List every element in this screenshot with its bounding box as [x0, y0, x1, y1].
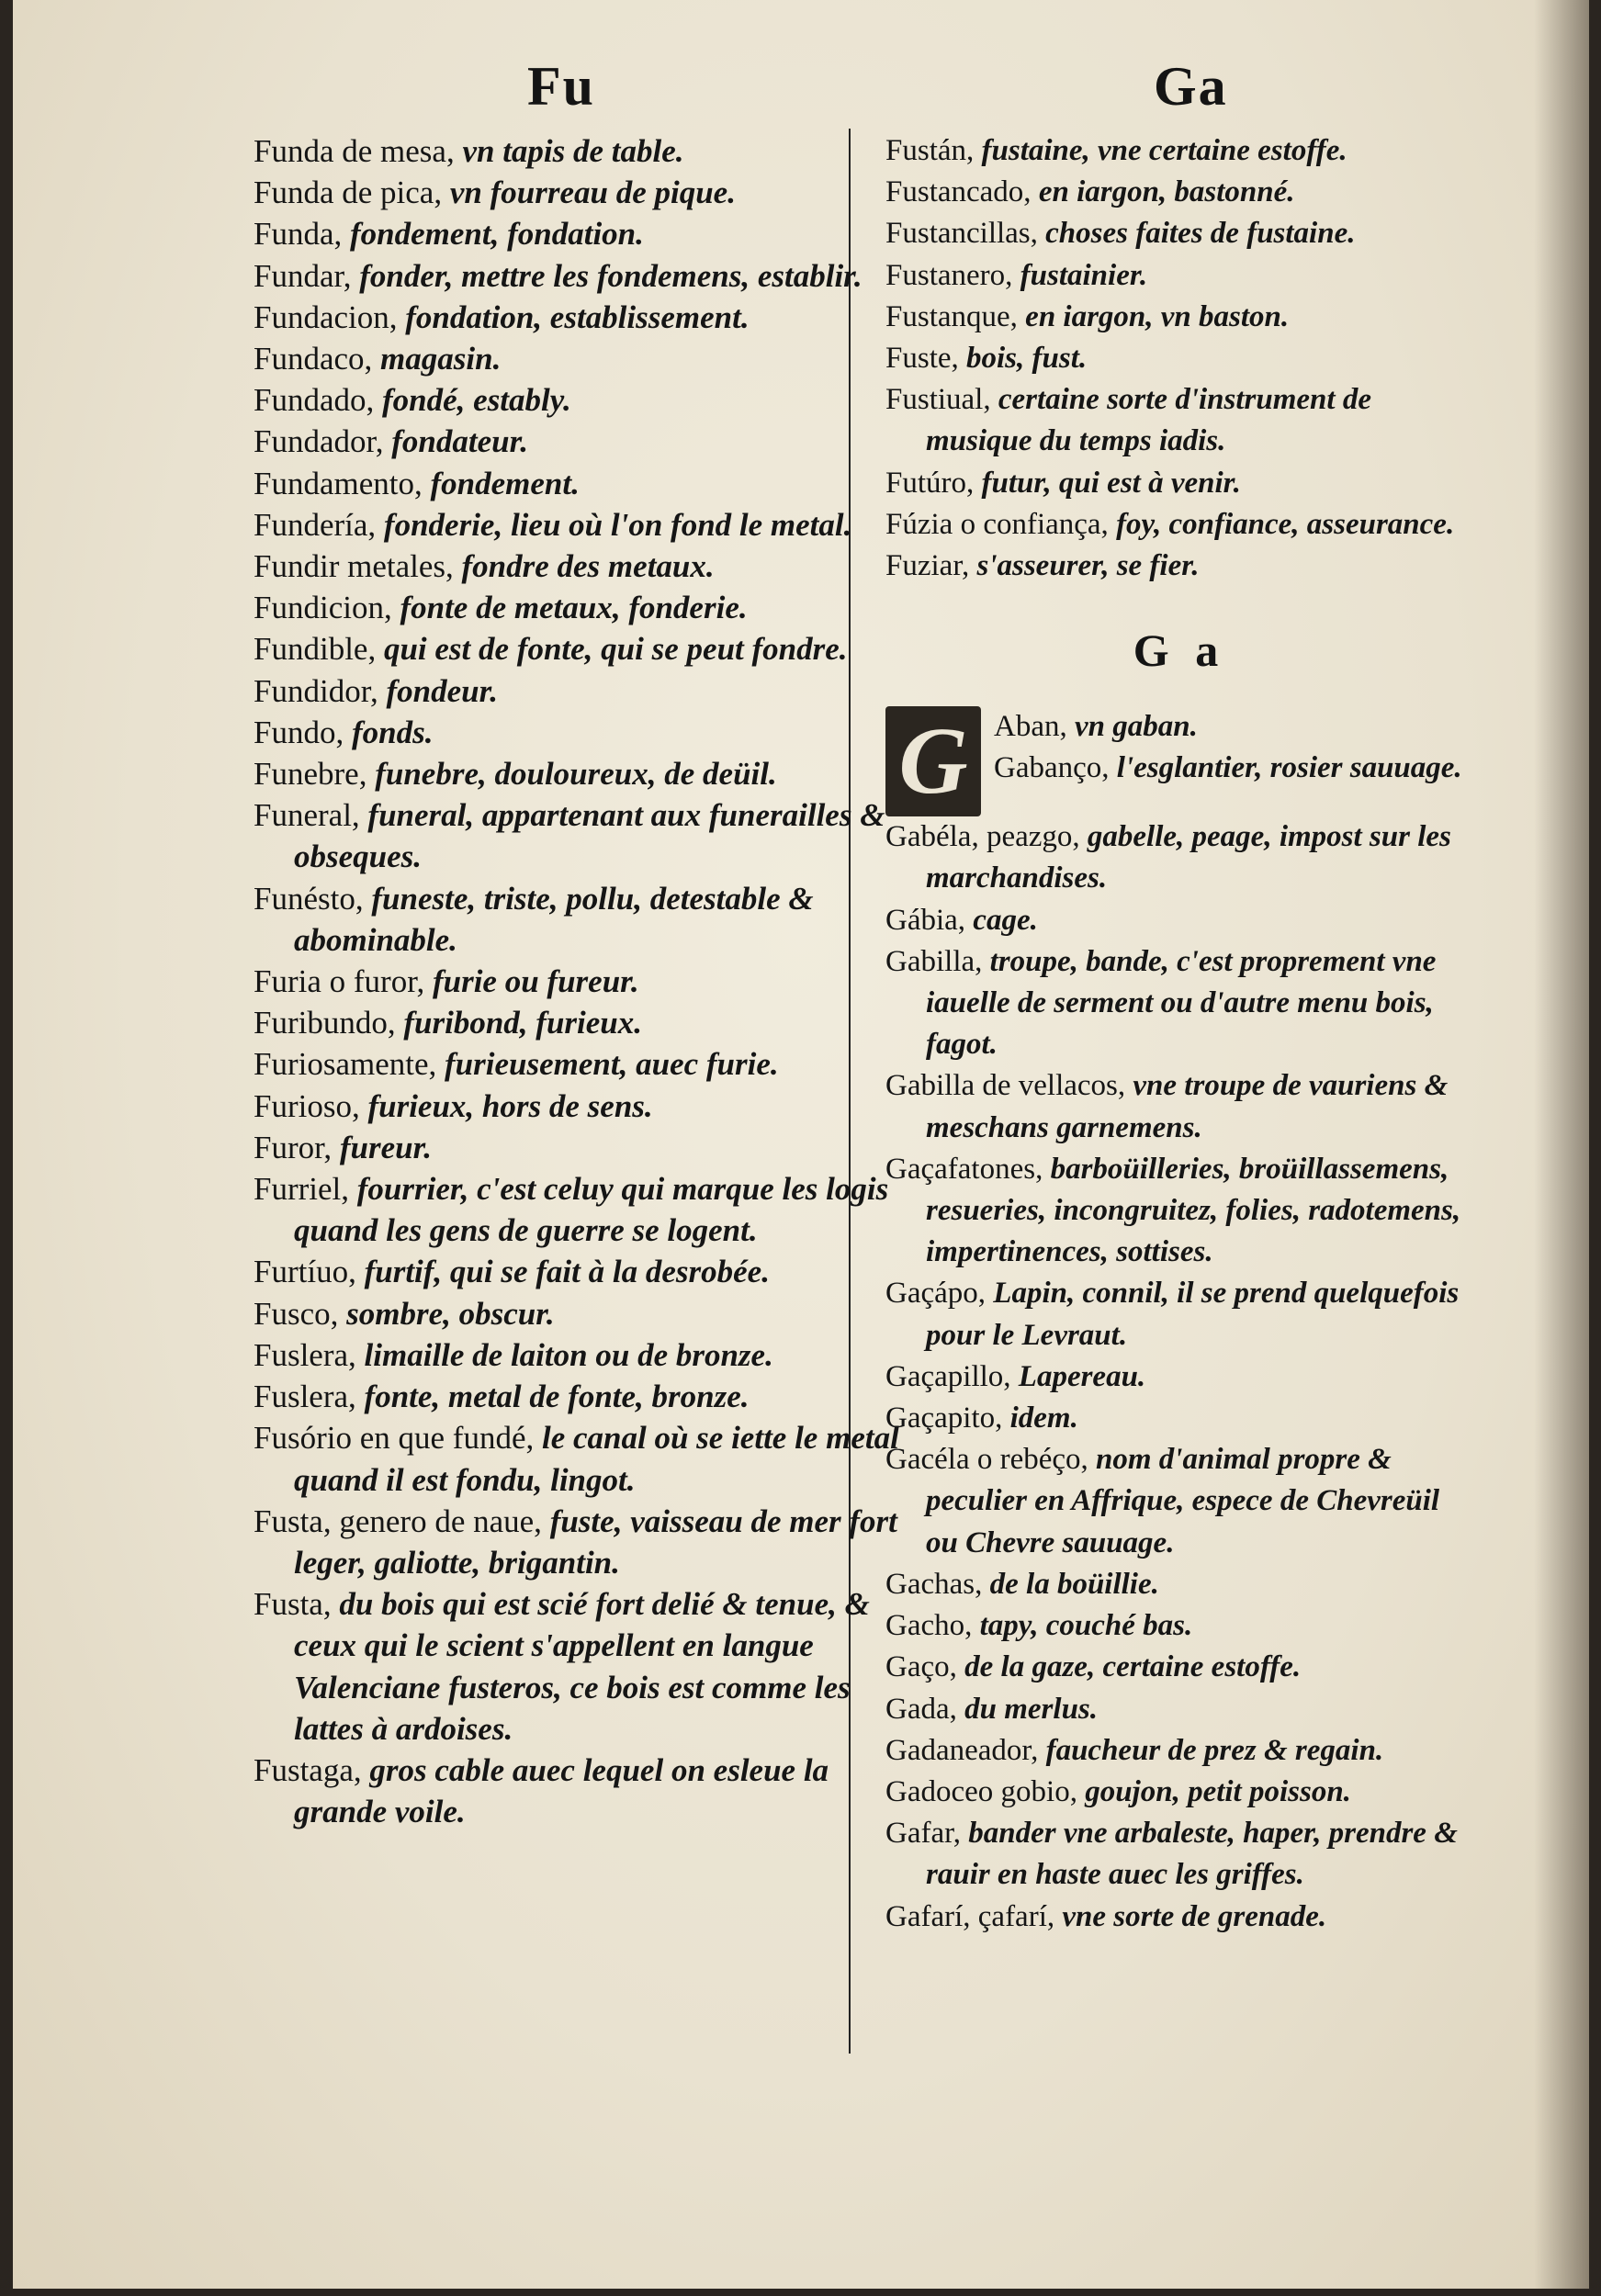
dictionary-entry	[885, 172, 1473, 213]
entry-headword: Funda,	[254, 216, 350, 253]
dictionary-entry	[885, 1689, 1473, 1730]
entry-definition: le canal où se iette le metal quand il est fondu, lingot.	[294, 1420, 899, 1498]
dictionary-entry	[254, 587, 915, 628]
entry-definition: fonds.	[351, 714, 434, 750]
dictionary-entry	[885, 504, 1473, 546]
entry-headword: Fundo,	[254, 714, 352, 750]
dictionary-entry	[254, 172, 915, 213]
dictionary-entry	[254, 878, 915, 961]
entry-headword: Fustaga,	[254, 1751, 370, 1788]
dropcap-letter: G	[885, 706, 981, 816]
dictionary-entry	[254, 1376, 915, 1417]
entry-definition: faucheur de prez & regain.	[1045, 1733, 1384, 1767]
entry-definition: de la boüillie.	[989, 1567, 1159, 1601]
entry-definition: nom d'animal propre & peculier en Affrique, espece de Chevreüil ou Chevre sauuage.	[926, 1443, 1440, 1559]
dictionary-entry	[254, 712, 915, 753]
dictionary-entry	[885, 1356, 1473, 1398]
entry-headword: Fundacion,	[254, 298, 406, 335]
entry-headword: Fundamento,	[254, 465, 431, 501]
entry-headword: Fuslera,	[254, 1336, 365, 1373]
dictionary-entry	[254, 1750, 915, 1832]
dictionary-entry	[885, 1772, 1473, 1813]
dictionary-entry	[885, 1730, 1473, 1772]
entry-headword: Fustán,	[885, 134, 982, 167]
dictionary-entry	[254, 1293, 915, 1334]
entry-definition: vne troupe de vauriens & meschans garnemens.	[926, 1069, 1449, 1144]
entry-definition: furieux, hors de sens.	[367, 1087, 653, 1124]
section-title: G a	[1133, 625, 1226, 677]
entry-headword: Gafarí, çafarí,	[885, 1899, 1063, 1933]
entry-definition: vn tapis de table.	[462, 133, 684, 169]
entry-definition: vne sorte de grenade.	[1062, 1899, 1327, 1933]
entry-headword: Gábia,	[885, 903, 974, 937]
dictionary-entry	[885, 130, 1473, 172]
entry-definition: barboüilleries, broüillassemens, resueries, incongruitez, folies, radotemens, impertinences, sottises.	[926, 1152, 1461, 1269]
dictionary-entry	[254, 504, 915, 546]
entry-definition: du bois qui est scié fort delié & tenue, & ceux qui le scient s'appellent en langue Valenciane fusteros, ce bois est comme les lattes à ardoises.	[294, 1586, 870, 1747]
entry-definition: fonder, mettre les fondemens, establir.	[359, 257, 863, 294]
entry-headword: Furriel,	[254, 1171, 357, 1208]
entry-definition: fondeur.	[386, 672, 499, 709]
entry-definition: magasin.	[380, 341, 502, 377]
entry-definition: l'esglantier, rosier sauuage.	[1116, 751, 1462, 785]
entry-definition: idem.	[1009, 1401, 1078, 1435]
dictionary-entry	[254, 255, 915, 297]
dictionary-entry	[254, 1168, 915, 1251]
entry-definition: fourrier, c'est celuy qui marque les logis quand les gens de guerre se logent.	[294, 1171, 889, 1249]
entry-definition: furtif, qui se fait à la desrobée.	[364, 1254, 770, 1290]
entry-headword: Fustancillas,	[885, 217, 1046, 251]
entry-definition: funeral, appartenant aux funerailles & obseques.	[294, 797, 885, 875]
entry-headword: Futúro,	[885, 466, 982, 500]
entry-headword: Fuziar,	[885, 549, 977, 583]
entry-definition: funeste, triste, pollu, detestable & abominable.	[294, 880, 814, 958]
entry-definition: Lapin, connil, il se prend quelquefois pour le Levraut.	[926, 1277, 1460, 1352]
entry-headword: Gaçápo,	[885, 1277, 994, 1311]
entry-definition: furieusement, auec furie.	[445, 1046, 779, 1083]
dictionary-entry	[254, 628, 915, 670]
entry-definition: bois, fust.	[966, 342, 1088, 376]
entry-definition: fondé, estably.	[382, 382, 571, 419]
running-head-left: Fu	[527, 56, 596, 117]
dictionary-entry	[885, 463, 1473, 504]
entry-headword: Fustancado,	[885, 175, 1039, 209]
dictionary-entry	[885, 1273, 1473, 1356]
entry-headword: Furtíuo,	[254, 1254, 365, 1290]
entry-definition: fustainier.	[1020, 258, 1148, 292]
entry-headword: Fundador,	[254, 423, 392, 460]
entry-headword: Fusório en que fundé,	[254, 1420, 542, 1457]
entry-headword: Fusta, genero de naue,	[254, 1503, 550, 1539]
dictionary-entry	[254, 463, 915, 504]
dictionary-page	[13, 0, 1589, 2289]
right-entries-top	[885, 130, 1473, 587]
right-column	[885, 130, 1473, 1938]
entry-headword: Gabilla de vellacos,	[885, 1069, 1133, 1103]
entry-headword: Furiosamente,	[254, 1046, 445, 1083]
entry-definition: gros cable auec lequel on esleue la grande voile.	[294, 1751, 829, 1830]
entry-definition: goujon, petit poisson.	[1085, 1774, 1351, 1808]
entry-headword: Fundaco,	[254, 341, 381, 377]
entry-definition: funebre, douloureux, de deüil.	[375, 756, 777, 793]
entry-headword: Gabanço,	[994, 751, 1117, 785]
entry-headword: Fundir metales,	[254, 548, 462, 585]
entry-definition: fondement.	[430, 465, 580, 501]
entry-headword: Gafar,	[885, 1817, 969, 1851]
dictionary-entry	[885, 338, 1473, 379]
dictionary-entry	[885, 1065, 1473, 1148]
entry-definition: vn gaban.	[1074, 710, 1198, 744]
dictionary-entry	[885, 1439, 1473, 1564]
entry-definition: troupe, bande, c'est proprement vne iauelle de serment ou d'autre menu bois, fagot.	[926, 944, 1437, 1062]
dictionary-entry	[254, 421, 915, 462]
entry-headword: Gaço,	[885, 1650, 965, 1684]
entry-definition: Lapereau.	[1018, 1359, 1146, 1393]
entry-headword: Furia o furor,	[254, 963, 433, 1000]
dictionary-entry	[254, 1086, 915, 1127]
entry-definition: bander vne arbaleste, haper, prendre & rauir en haste auec les griffes.	[926, 1817, 1458, 1892]
entry-definition: de la gaze, certaine estoffe.	[964, 1650, 1302, 1684]
dictionary-entry	[254, 1002, 915, 1043]
dictionary-entry	[885, 1813, 1473, 1896]
dictionary-entry	[254, 297, 915, 338]
dictionary-entry	[254, 670, 915, 712]
left-column	[254, 130, 915, 1832]
entry-definition: cage.	[973, 903, 1038, 937]
dictionary-entry	[254, 1127, 915, 1168]
entry-definition: furibond, furieux.	[403, 1005, 643, 1041]
dictionary-entry	[254, 338, 915, 379]
dictionary-entry	[885, 379, 1473, 462]
dictionary-entry	[254, 794, 915, 877]
entry-definition: fondateur.	[391, 423, 529, 460]
entry-headword: Fustanero,	[885, 258, 1020, 292]
entry-definition: certaine sorte d'instrument de musique du temps iadis.	[926, 383, 1371, 458]
entry-headword: Gacéla o rebéço,	[885, 1443, 1097, 1477]
entry-headword: Aban,	[994, 710, 1075, 744]
entry-headword: Gabilla,	[885, 944, 990, 978]
dictionary-entry	[254, 213, 915, 254]
dictionary-entry	[885, 546, 1473, 587]
entry-definition: tapy, couché bas.	[979, 1609, 1193, 1643]
entry-definition: fondre des metaux.	[461, 548, 715, 585]
entry-definition: fonderie, lieu où l'on fond le metal.	[383, 506, 852, 543]
entry-headword: Gaçafatones,	[885, 1152, 1051, 1186]
entry-definition: limaille de laiton ou de bronze.	[364, 1336, 773, 1373]
entry-headword: Gaçapito,	[885, 1401, 1010, 1435]
entry-headword: Fundidor,	[254, 672, 387, 709]
running-head-right: Ga	[1154, 56, 1228, 117]
dictionary-entry	[885, 1149, 1473, 1274]
entry-headword: Furor,	[254, 1129, 340, 1165]
entry-headword: Fuste,	[885, 342, 967, 376]
entry-headword: Fustiual,	[885, 383, 998, 417]
entry-definition: fuste, vaisseau de mer fort leger, galiotte, brigantin.	[294, 1503, 897, 1581]
entry-headword: Fusta,	[254, 1586, 340, 1623]
dictionary-entry	[885, 1564, 1473, 1605]
entry-headword: Gadaneador,	[885, 1733, 1046, 1767]
entry-headword: Gaçapillo,	[885, 1359, 1019, 1393]
entry-definition: sombre, obscur.	[346, 1295, 555, 1332]
entry-definition: fondement, fondation.	[350, 216, 644, 253]
entry-headword: Fuslera,	[254, 1379, 365, 1415]
entry-definition: fustaine, vne certaine estoffe.	[981, 134, 1347, 167]
entry-definition: futur, qui est à venir.	[981, 466, 1241, 500]
entry-headword: Funda de pica,	[254, 174, 450, 211]
entry-headword: Gada,	[885, 1692, 965, 1726]
entry-headword: Funeral,	[254, 797, 368, 834]
dictionary-entry	[885, 816, 1473, 899]
dictionary-entry	[254, 379, 915, 421]
entry-headword: Gacho,	[885, 1609, 980, 1643]
dictionary-entry	[885, 213, 1473, 254]
entry-headword: Fundado,	[254, 382, 382, 419]
entry-definition: qui est de fonte, qui se peut fondre.	[383, 631, 848, 668]
dictionary-entry	[254, 1043, 915, 1085]
book-spine-shadow	[1534, 0, 1589, 2289]
dictionary-entry	[254, 130, 915, 172]
entry-headword: Fusco,	[254, 1295, 347, 1332]
entry-definition: fonte, metal de fonte, bronze.	[364, 1379, 750, 1415]
dictionary-entry	[885, 1896, 1473, 1938]
dictionary-entry	[885, 297, 1473, 338]
dictionary-entry	[254, 546, 915, 587]
dictionary-entry	[254, 1501, 915, 1583]
entry-headword: Fúzia o confiança,	[885, 507, 1117, 541]
entry-definition: vn fourreau de pique.	[449, 174, 736, 211]
entry-headword: Gabéla, peazgo,	[885, 820, 1088, 854]
entry-headword: Funebre,	[254, 756, 376, 793]
entry-headword: Fundería,	[254, 506, 384, 543]
entry-definition: choses faites de fustaine.	[1045, 217, 1356, 251]
entry-headword: Fundible,	[254, 631, 384, 668]
dictionary-entry	[885, 255, 1473, 297]
entry-headword: Fundar,	[254, 257, 360, 294]
dictionary-entry	[254, 1417, 915, 1500]
entry-definition: du merlus.	[964, 1692, 1099, 1726]
entry-definition: fureur.	[339, 1129, 433, 1165]
entry-definition: en iargon, bastonné.	[1038, 175, 1295, 209]
dictionary-entry	[254, 753, 915, 794]
entry-headword: Furioso,	[254, 1087, 368, 1124]
dictionary-entry	[885, 1398, 1473, 1439]
dropcap-block	[885, 706, 1473, 816]
entry-headword: Funda de mesa,	[254, 133, 463, 169]
entry-definition: gabelle, peage, impost sur les marchandises.	[926, 820, 1451, 895]
entry-definition: foy, confiance, asseurance.	[1116, 507, 1455, 541]
dictionary-entry	[254, 1583, 915, 1750]
dictionary-entry	[885, 900, 1473, 941]
entry-headword: Gachas,	[885, 1567, 990, 1601]
entry-definition: en iargon, vn baston.	[1025, 299, 1290, 333]
dictionary-entry	[254, 961, 915, 1002]
right-entries-bottom	[885, 816, 1473, 1937]
dictionary-entry	[885, 1605, 1473, 1647]
entry-definition: fonte de metaux, fonderie.	[400, 590, 748, 626]
entry-headword: Fundicion,	[254, 590, 400, 626]
entry-definition: furie ou fureur.	[432, 963, 639, 1000]
entry-headword: Fustanque,	[885, 299, 1026, 333]
dictionary-entry	[885, 941, 1473, 1066]
entry-headword: Furibundo,	[254, 1005, 404, 1041]
entry-headword: Funésto,	[254, 880, 372, 917]
entry-definition: fondation, establissement.	[405, 298, 750, 335]
dictionary-entry	[254, 1334, 915, 1376]
dictionary-entry	[254, 1251, 915, 1292]
entry-definition: s'asseurer, se fier.	[976, 549, 1200, 583]
entry-headword: Gadoceo gobio,	[885, 1774, 1086, 1808]
dictionary-entry	[885, 1647, 1473, 1688]
